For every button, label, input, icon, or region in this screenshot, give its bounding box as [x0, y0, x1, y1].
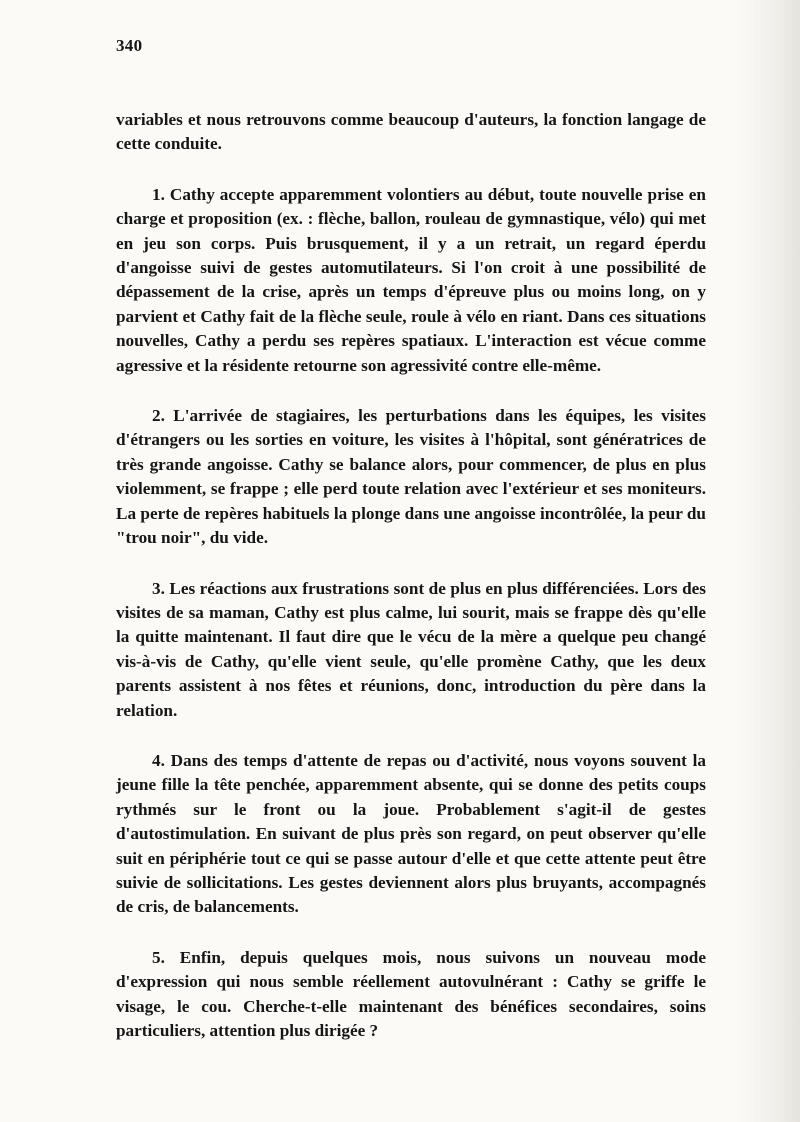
paragraph-text: Enfin, depuis quelques mois, nous suivons un nouveau mode d'expression qui nous semble réellement autovulnérant : Cathy se griffe le visage, le cou. Cherche-t-elle maintenant des bénéfices secondaires, soins particuliers, attention plus dirigée ? — [116, 947, 706, 1040]
body-text — [116, 108, 706, 1069]
paragraph-number: 1. — [152, 184, 165, 204]
paragraph-text: Cathy accepte apparemment volontiers au début, toute nouvelle prise en charge et proposition (ex. : flèche, ballon, rouleau de gymnastique, vélo) qui met en jeu son corps. Puis brusquement, il y a un retrait, un regard éperdu d'angoisse suivi de gestes automutilateurs. Si l'on croit à une possibilité de dépassement de la crise, après un temps d'épreuve plus ou moins long, on y parvient et Cathy fait de la flèche seule, roule à vélo en riant. Dans ces situations nouvelles, Cathy a perdu ses repères spatiaux. L'interaction est vécue comme agressive et la résidente retourne son agressivité contre elle-même. — [116, 184, 706, 375]
intro-paragraph: variables et nous retrouvons comme beaucoup d'auteurs, la fonction langage de cette conduite. — [116, 110, 706, 154]
numbered-paragraph-1 — [116, 183, 706, 378]
numbered-paragraph-3 — [116, 577, 706, 723]
paragraph-text: L'arrivée de stagiaires, les perturbations dans les équipes, les visites d'étrangers ou les sorties en voiture, les visites à l'hôpital, sont génératrices de très grande angoisse. Cathy se balance alors, pour commencer, de plus en plus violemment, se frappe ; elle perd toute relation avec l'extérieur et ses moniteurs. La perte de repères habituels la plonge dans une angoisse incontrôlée, la peur du "trou noir", du vide. — [116, 406, 706, 548]
numbered-paragraph-2 — [116, 404, 706, 550]
paragraph-number: 5. — [152, 947, 165, 967]
paragraph-number: 2. — [152, 406, 165, 426]
paragraph-number: 4. — [152, 750, 165, 770]
page-number: 340 — [116, 36, 143, 55]
numbered-paragraph-4 — [116, 749, 706, 920]
paragraph-number: 3. — [152, 578, 165, 598]
paragraph-text: Dans des temps d'attente de repas ou d'activité, nous voyons souvent la jeune fille la tête penchée, apparemment absente, qui se donne des petits coups rythmés sur le front ou la joue. Probablement s'agit-il de gestes d'autostimulation. En suivant de plus près son regard, on peut observer qu'elle suit en périphérie tout ce qui se passe autour d'elle et que cette attente peut être suivie de sollicitations. Les gestes deviennent alors plus bruyants, accompagnés de cris, de balancements. — [116, 750, 706, 917]
paragraph-text: Les réactions aux frustrations sont de plus en plus différenciées. Lors des visites de sa maman, Cathy est plus calme, lui sourit, mais se frappe dès qu'elle la quitte maintenant. Il faut dire que le vécu de la mère a quelque peu changé vis-à-vis de Cathy, qu'elle vient seule, qu'elle promène Cathy, que les deux parents assistent à nos fêtes et réunions, donc, introduction du père dans la relation. — [116, 578, 706, 720]
numbered-paragraph-5 — [116, 946, 706, 1044]
